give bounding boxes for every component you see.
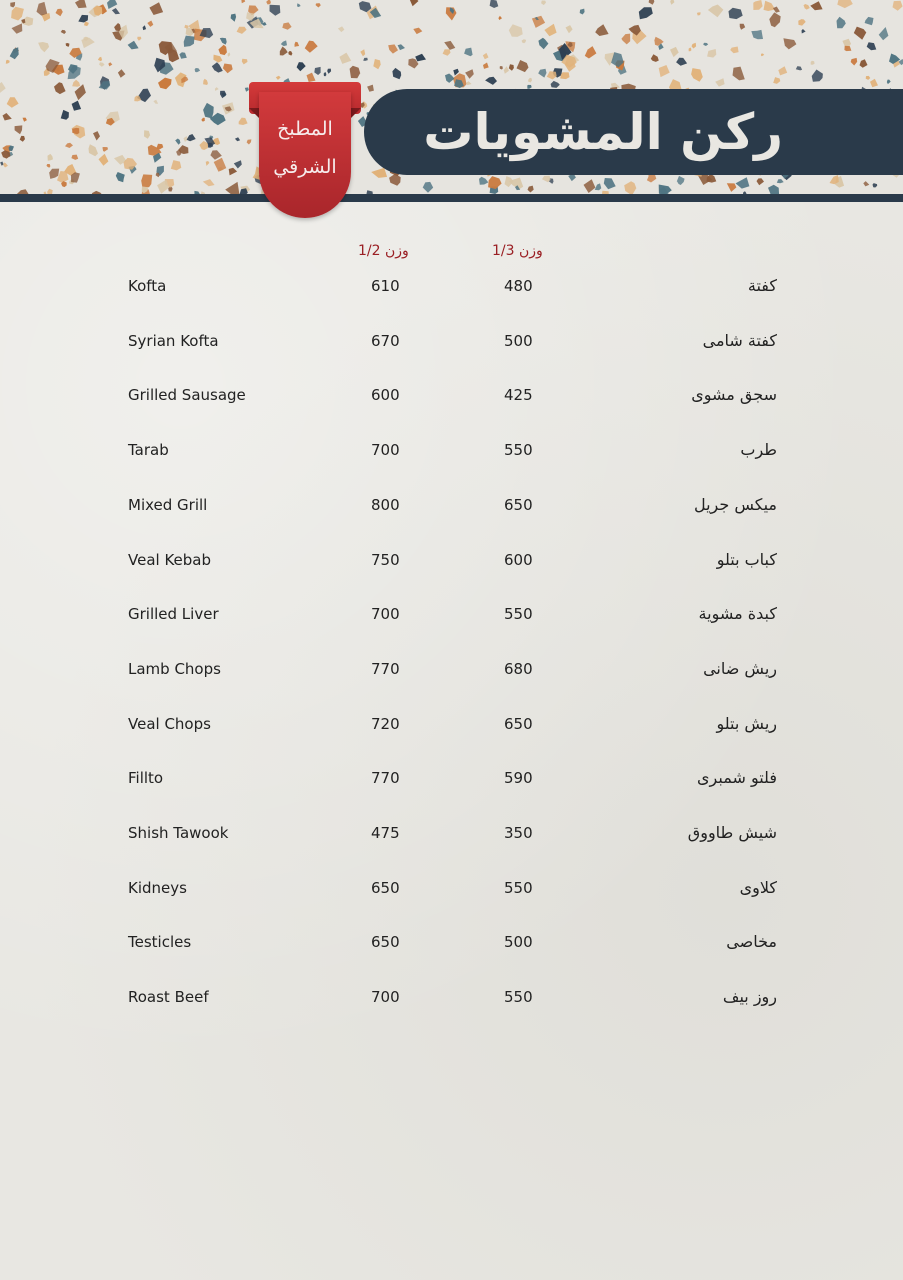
menu-item-english-name: Fillto [128,769,164,788]
menu-item-english-name: Shish Tawook [128,824,229,842]
menu-item-third-price: 500 [504,933,533,952]
menu-item-half-price: 750 [371,550,400,569]
menu-item-arabic-name: كفتة [747,276,777,295]
menu-item-english-name: Mixed Grill [128,495,208,514]
menu-item-third-price: 600 [504,550,533,569]
menu-item-row [0,876,903,900]
badge-line-2: الشرقي [273,156,337,178]
menu-item-arabic-name: فلتو شمبرى [697,768,777,788]
menu-item-half-price: 670 [371,331,400,350]
menu-item-english-name: Roast Beef [128,988,209,1007]
menu-item-half-price: 650 [371,878,400,897]
menu-item-half-price: 770 [371,769,400,788]
menu-item-arabic-name: شيش طاووق [687,823,777,842]
menu-item-row [0,985,903,1009]
menu-item-row [0,930,903,954]
menu-item-third-price: 550 [504,878,533,897]
menu-item-arabic-name: كفتة شامى [702,330,777,350]
menu-item-third-price: 480 [504,277,533,295]
column-header-third: وزن 1/3 [492,243,543,259]
menu-item-english-name: Kofta [128,277,167,295]
menu-item-third-price: 500 [504,331,533,350]
menu-item-row [0,383,903,407]
badge-line-1: المطبخ [277,118,333,140]
menu-item-row [0,493,903,517]
menu-item-arabic-name: كلاوى [739,877,777,897]
menu-item-row [0,329,903,353]
menu-item-row [0,548,903,572]
menu-item-arabic-name: روز بيف [722,987,777,1007]
menu-item-third-price: 590 [504,769,533,788]
menu-item-arabic-name: طرب [740,440,777,460]
menu-item-third-price: 550 [504,441,533,460]
menu-item-arabic-name: مخاصى [726,932,777,952]
menu-item-third-price: 550 [504,988,533,1007]
title-banner [364,89,903,175]
menu-item-third-price: 680 [504,659,533,678]
menu-item-row [0,712,903,736]
page-title: ركن المشويات [423,103,783,161]
cuisine-badge [259,92,351,218]
menu-item-half-price: 800 [371,495,400,514]
menu-item-english-name: Tarab [128,441,169,460]
header-divider [0,194,903,202]
menu-item-row [0,274,903,298]
menu-item-third-price: 650 [504,714,533,733]
menu-item-arabic-name: سجق مشوى [691,385,777,405]
menu-item-third-price: 550 [504,605,533,624]
menu-item-half-price: 600 [371,386,400,405]
menu-item-half-price: 475 [371,824,400,842]
menu-item-half-price: 610 [371,277,400,295]
menu-item-english-name: Lamb Chops [128,659,221,678]
menu-item-half-price: 700 [371,605,400,624]
menu-item-half-price: 700 [371,441,400,460]
menu-item-arabic-name: ريش ضانى [703,658,777,678]
menu-item-arabic-name: كبدة مشوية [698,604,777,624]
menu-item-english-name: Kidneys [128,878,187,897]
menu-item-arabic-name: كباب بتلو [716,549,777,569]
menu-item-third-price: 650 [504,495,533,514]
menu-item-english-name: Testicles [128,933,192,952]
menu-item-row [0,602,903,626]
menu-item-english-name: Veal Chops [128,714,211,733]
column-header-half: وزن 1/2 [358,243,409,259]
menu-item-row [0,438,903,462]
menu-item-half-price: 770 [371,659,400,678]
menu-item-english-name: Veal Kebab [128,550,212,569]
menu-item-row [0,657,903,681]
menu-item-english-name: Grilled Sausage [128,386,246,405]
menu-item-third-price: 350 [504,824,533,842]
menu-item-english-name: Grilled Liver [128,605,219,624]
menu-item-third-price: 425 [504,386,533,405]
menu-item-half-price: 650 [371,933,400,952]
menu-item-half-price: 700 [371,988,400,1007]
menu-item-arabic-name: ميكس جريل [693,494,777,514]
menu-item-arabic-name: ريش بتلو [716,713,777,733]
menu-item-row [0,766,903,790]
menu-item-row [0,821,903,845]
menu-item-english-name: Syrian Kofta [128,331,219,350]
menu-item-half-price: 720 [371,714,400,733]
